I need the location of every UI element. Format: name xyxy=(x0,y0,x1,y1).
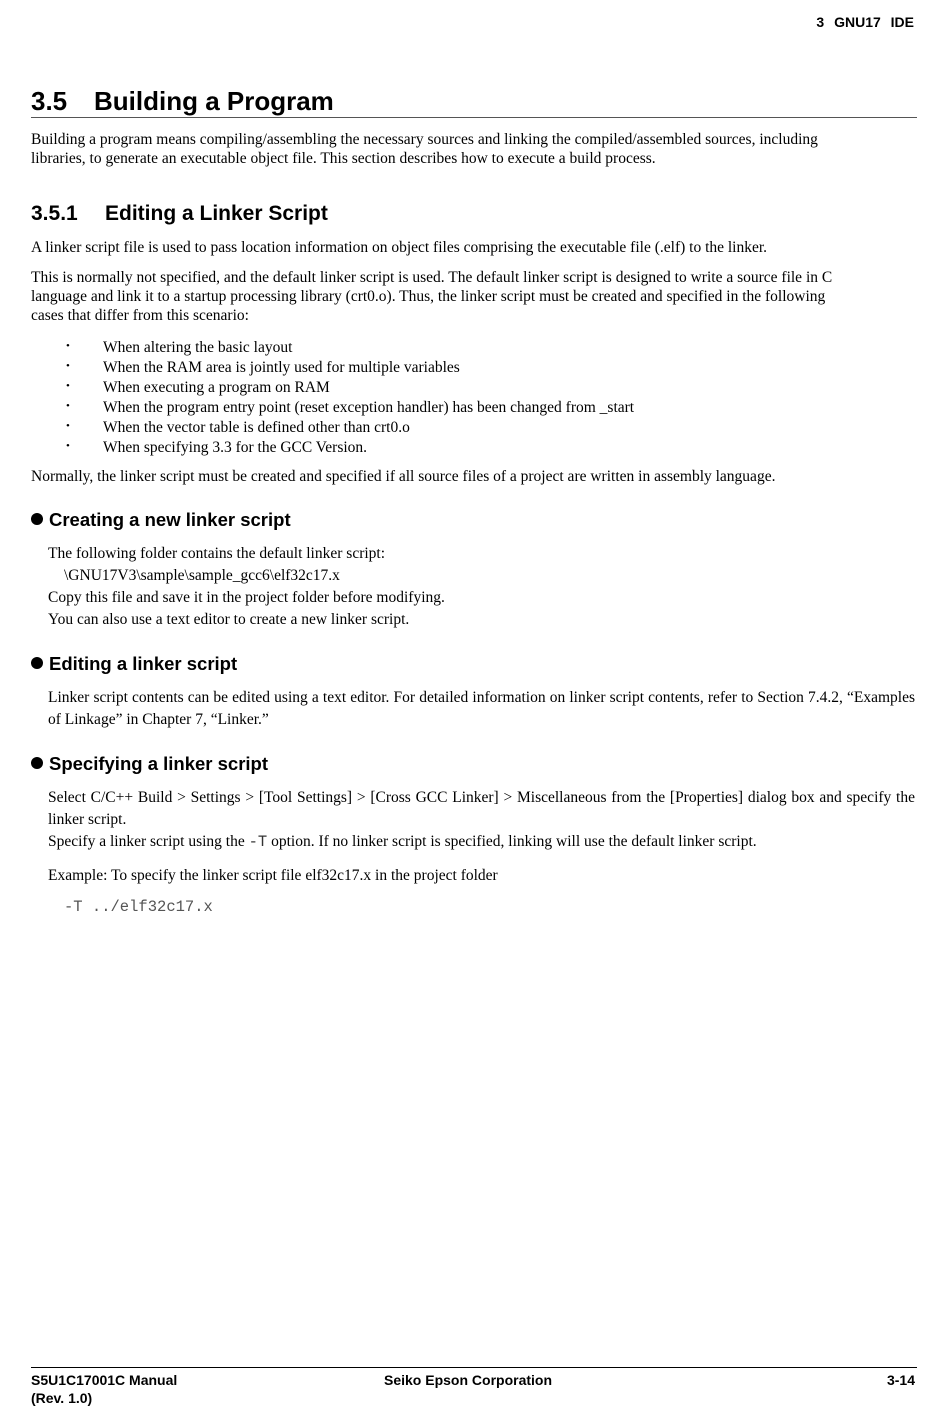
list-item: • When executing a program on RAM xyxy=(66,378,634,398)
bullet-dot-icon xyxy=(31,513,43,525)
manual-revision: (Rev. 1.0) xyxy=(31,1390,93,1406)
page-number: 3-14 xyxy=(886,1372,915,1388)
section-title xyxy=(31,86,917,118)
subsection-para-2 xyxy=(31,268,832,325)
heading-editing xyxy=(31,653,237,675)
option-code: -T xyxy=(248,833,268,851)
example-caption: Example: To specify the linker script file elf32c17.x in the project folder xyxy=(48,867,498,884)
heading-specifying xyxy=(31,753,268,775)
subsection-para-1: A linker script file is used to pass location information on object files comprising the executable file (.elf) to the linker. xyxy=(31,239,768,256)
bullet-dot-icon xyxy=(31,757,43,769)
body-line: Copy this file and save it in the project folder before modifying. xyxy=(48,589,445,606)
manual-name: S5U1C17001C Manual xyxy=(31,1372,178,1388)
subsection-para-3: Normally, the linker script must be created and specified if all source files of a project are written in assembly language. xyxy=(31,468,776,485)
body-line: The following folder contains the default linker script: xyxy=(48,545,386,562)
specifying-para-2 xyxy=(48,831,915,853)
folder-path: \GNU17V3\sample\sample_gcc6\elf32c17.x xyxy=(64,567,340,584)
paragraph-line: cases that differ from this scenario: xyxy=(31,307,249,324)
list-item: • When specifying 3.3 for the GCC Version. xyxy=(66,438,634,458)
list-item: • When the RAM area is jointly used for multiple variables xyxy=(66,358,634,378)
case-list xyxy=(66,338,634,458)
heading-text: Specifying a linker script xyxy=(49,753,268,774)
section-title-text: Building a Program xyxy=(94,86,334,116)
specifying-para-1: Select C/C++ Build > Settings > [Tool Settings] > [Cross GCC Linker] > Miscellaneous from the [Properties] dialog box and specify the linker script. xyxy=(48,789,915,828)
heading-creating xyxy=(31,509,291,531)
subsection-title xyxy=(31,201,328,227)
paragraph-line: language and link it to a startup processing library (crt0.o). Thus, the linker script must be created and specified in the following xyxy=(31,288,826,305)
section-intro-line: libraries, to generate an executable object file. This section describes how to execute a build process. xyxy=(31,150,656,167)
body-line: You can also use a text editor to create a new linker script. xyxy=(48,611,410,628)
creating-body xyxy=(48,543,915,631)
heading-text: Editing a linker script xyxy=(49,653,238,674)
subsection-number: 3.5.1 xyxy=(31,202,78,225)
example-code: -T ../elf32c17.x xyxy=(64,898,213,916)
list-item: • When altering the basic layout xyxy=(66,338,634,358)
bullet-dot-icon xyxy=(31,657,43,669)
page-footer xyxy=(31,1367,917,1406)
section-intro-line: Building a program means compiling/assembling the necessary sources and linking the compiled/assembled sources, including xyxy=(31,131,818,148)
paragraph-line: This is normally not specified, and the default linker script is used. The default linker script is designed to write a source file in C xyxy=(31,269,833,286)
running-header: 3 GNU17 IDE xyxy=(816,14,914,30)
list-item: • When the program entry point (reset exception handler) has been changed from _start xyxy=(66,398,634,418)
text-run: Specify a linker script using the xyxy=(48,833,249,850)
text-run: option. If no linker script is specified, linking will use the default linker script. xyxy=(267,833,757,850)
heading-text: Creating a new linker script xyxy=(49,509,291,530)
section-number: 3.5 xyxy=(31,86,68,116)
editing-body: Linker script contents can be edited using a text editor. For detailed information on linker script contents, refer to Section 7.4.2, “Examples of Linkage” in Chapter 7, “Linker.” xyxy=(48,689,915,728)
list-item: • When the vector table is defined other than crt0.o xyxy=(66,418,634,438)
footer-company: Seiko Epson Corporation xyxy=(384,1372,553,1388)
subsection-title-text: Editing a Linker Script xyxy=(105,202,328,225)
footer-manual xyxy=(31,1371,177,1407)
section-intro xyxy=(31,130,818,168)
